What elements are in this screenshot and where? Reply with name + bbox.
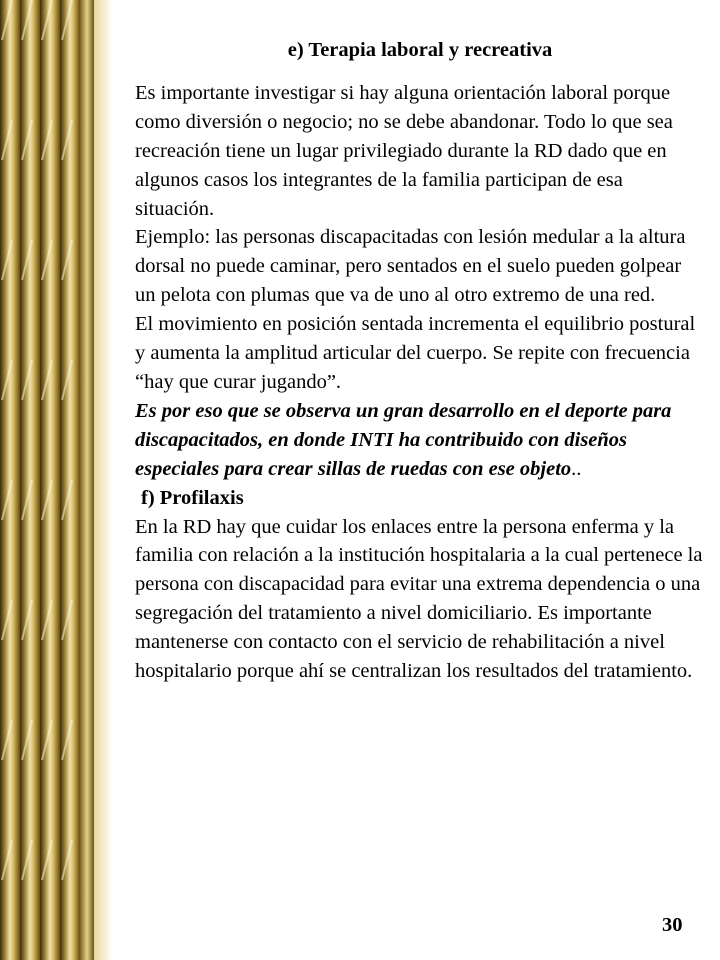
document-body [135, 36, 705, 686]
page-number: 30 [662, 914, 683, 936]
emphasis-tail: .. [571, 457, 582, 480]
decorative-gold-border [0, 0, 112, 960]
section-heading-terapia: e) Terapia laboral y recreativa [287, 39, 553, 61]
paragraph: Ejemplo: las personas discapacitadas con lesión medular a la altura dorsal no puede caminar, pero sentados en el suelo pueden golpear un pelota con plumas que va de uno al otro extremo de una red. [135, 226, 686, 307]
gold-stripes-graphic [0, 0, 112, 960]
emphasis-text: Es por eso que se observa un gran desarrollo en el deporte para discapacitados, en donde INTI ha contribuido con diseños especiales para crear sillas de ruedas con ese objeto [135, 399, 672, 480]
section-heading-profilaxis: f) Profilaxis [141, 486, 244, 509]
paragraph: El movimiento en posición sentada incrementa el equilibrio postural y aumenta la amplitud articular del cuerpo. Se repite con frecuencia “hay que curar jugando”. [135, 313, 696, 393]
paragraph: Es importante investigar si hay alguna orientación laboral porque como diversión o negocio; no se debe abandonar. Todo lo que sea recreación tiene un lugar privilegiado durante la RD dado que en algunos casos los integrantes de la familia participan de esa situación. [135, 81, 673, 220]
paragraph: En la RD hay que cuidar los enlaces entre la persona enferma y la familia con relación a la institución hospitalaria a la cual pertenece la persona con discapacidad para evitar una extrema dependencia o una segregación del tratamiento a nivel domiciliario. Es importante mantenerse con contacto con el servicio de rehabilitación a nivel hospitalario porque ahí se centralizan los resultados del tratamiento. [135, 515, 703, 683]
emphasis-paragraph [135, 397, 705, 484]
